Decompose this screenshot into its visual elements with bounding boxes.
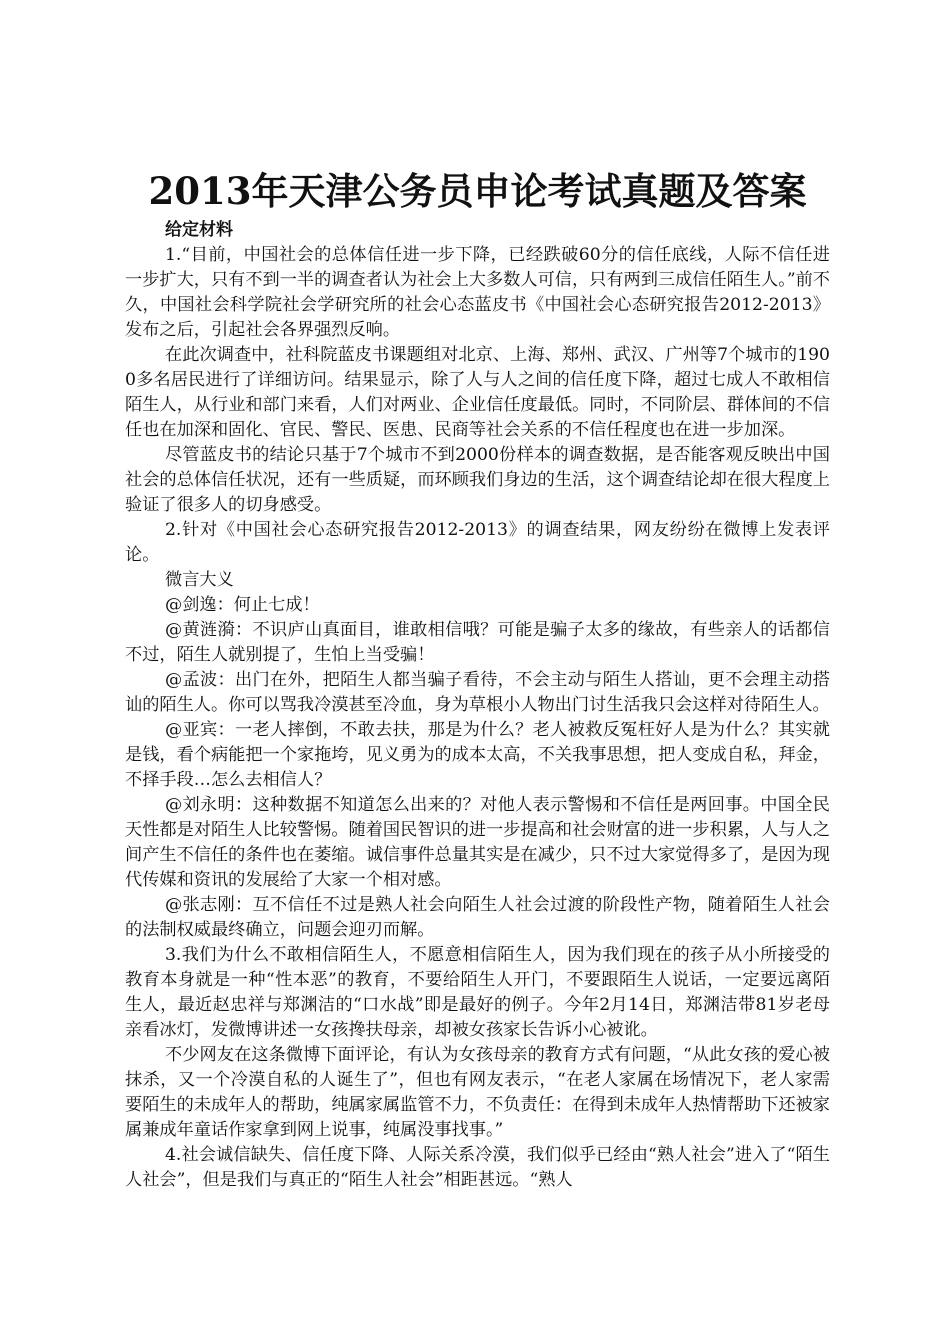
paragraph: 4.社会诚信缺失、信任度下降、人际关系冷漠，我们似乎已经由“熟人社会”进入了“陌生人社会”，但是我们与真正的“陌生人社会”相距甚远。“熟人 (125, 1145, 830, 1190)
paragraph: 不少网友在这条微博下面评论，有认为女孩母亲的教育方式有问题，“从此女孩的爱心被抹杀，又一个冷漠自私的人诞生了”，但也有网友表示，“在老人家属在场情况下，老人家需要陌生的未成年人的帮助，纯属家属监管不力，不负责任：在得到未成年人热情帮助下还被家属兼成年童话作家拿到网上说事，纯属没事找事。” (125, 1045, 830, 1140)
weibo-comment: @孟波：出门在外，把陌生人都当骗子看待，不会主动与陌生人搭讪，更不会理主动搭讪的陌生人。你可以骂我冷漠甚至冷血，身为草根小人物出门讨生活我只会这样对待陌生人。 (125, 670, 830, 715)
paragraph: 1.“目前，中国社会的总体信任进一步下降，已经跌破60分的信任底线，人际不信任进一步扩大，只有不到一半的调查者认为社会上大多数人可信，只有两到三成信任陌生人。”前不久，中国社会科学院社会学研究所的社会心态蓝皮书《中国社会心态研究报告2012-2013》发布之后，引起社会各界强烈反响。 (125, 245, 830, 340)
subheading-weiyan-dayi: 微言大义 (165, 570, 234, 590)
weibo-comment: @张志刚：互不信任不过是熟人社会向陌生人社会过渡的阶段性产物，随着陌生人社会的法制权威最终确立，问题会迎刃而解。 (125, 895, 830, 940)
paragraph: 在此次调查中，社科院蓝皮书课题组对北京、上海、郑州、武汉、广州等7个城市的1900多名居民进行了详细访问。结果显示，除了人与人之间的信任度下降，超过七成人不敢相信陌生人，从行业和部门来看，人们对两业、企业信任度最低。同时，不同阶层、群体间的不信任也在加深和固化、官民、警民、医患、民商等社会关系的不信任程度也在进一步加深。 (125, 345, 830, 440)
weibo-comment: @亚宾：一老人摔倒，不敢去扶，那是为什么？老人被救反冤枉好人是为什么？其实就是钱，看个病能把一个家拖垮，见义勇为的成本太高，不关我事思想，把人变成自私，拜金，不择手段…怎么去相信人？ (125, 720, 830, 790)
document-title: 2013年天津公务员申论考试真题及答案 (148, 169, 807, 213)
paragraph: 尽管蓝皮书的结论只基于7个城市不到2000份样本的调查数据，是否能客观反映出中国社会的总体信任状况，还有一些质疑，而环顾我们身边的生活，这个调查结论却在很大程度上验证了很多人的切身感受。 (125, 445, 830, 515)
document-page (125, 166, 830, 1193)
weibo-comment: @黄涟漪：不识庐山真面目，谁敢相信哦？可能是骗子太多的缘故，有些亲人的话都信不过，陌生人就别提了，生怕上当受骗！ (125, 620, 830, 665)
paragraph: 3.我们为什么不敢相信陌生人，不愿意相信陌生人，因为我们现在的孩子从小所接受的教育本身就是一种“性本恶”的教育，不要给陌生人开门，不要跟陌生人说话，一定要远离陌生人，最近赵忠祥与郑渊洁的“口水战”即是最好的例子。今年2月14日，郑渊洁带81岁老母亲看冰灯，发微博讲述一女孩搀扶母亲，却被女孩家长告诉小心被讹。 (125, 945, 830, 1040)
weibo-comment: @刘永明：这种数据不知道怎么出来的？对他人表示警惕和不信任是两回事。中国全民天性都是对陌生人比较警惕。随着国民智识的进一步提高和社会财富的进一步积累，人与人之间产生不信任的条件也在萎缩。诚信事件总量其实是在减少，只不过大家觉得多了，是因为现代传媒和资讯的发展给了大家一个相对感。 (125, 795, 830, 890)
section-heading: 给定材料 (165, 220, 233, 240)
paragraph: 2.针对《中国社会心态研究报告2012-2013》的调查结果，网友纷纷在微博上发表评论。 (125, 520, 830, 565)
weibo-comment: @剑逸：何止七成！ (165, 595, 320, 615)
